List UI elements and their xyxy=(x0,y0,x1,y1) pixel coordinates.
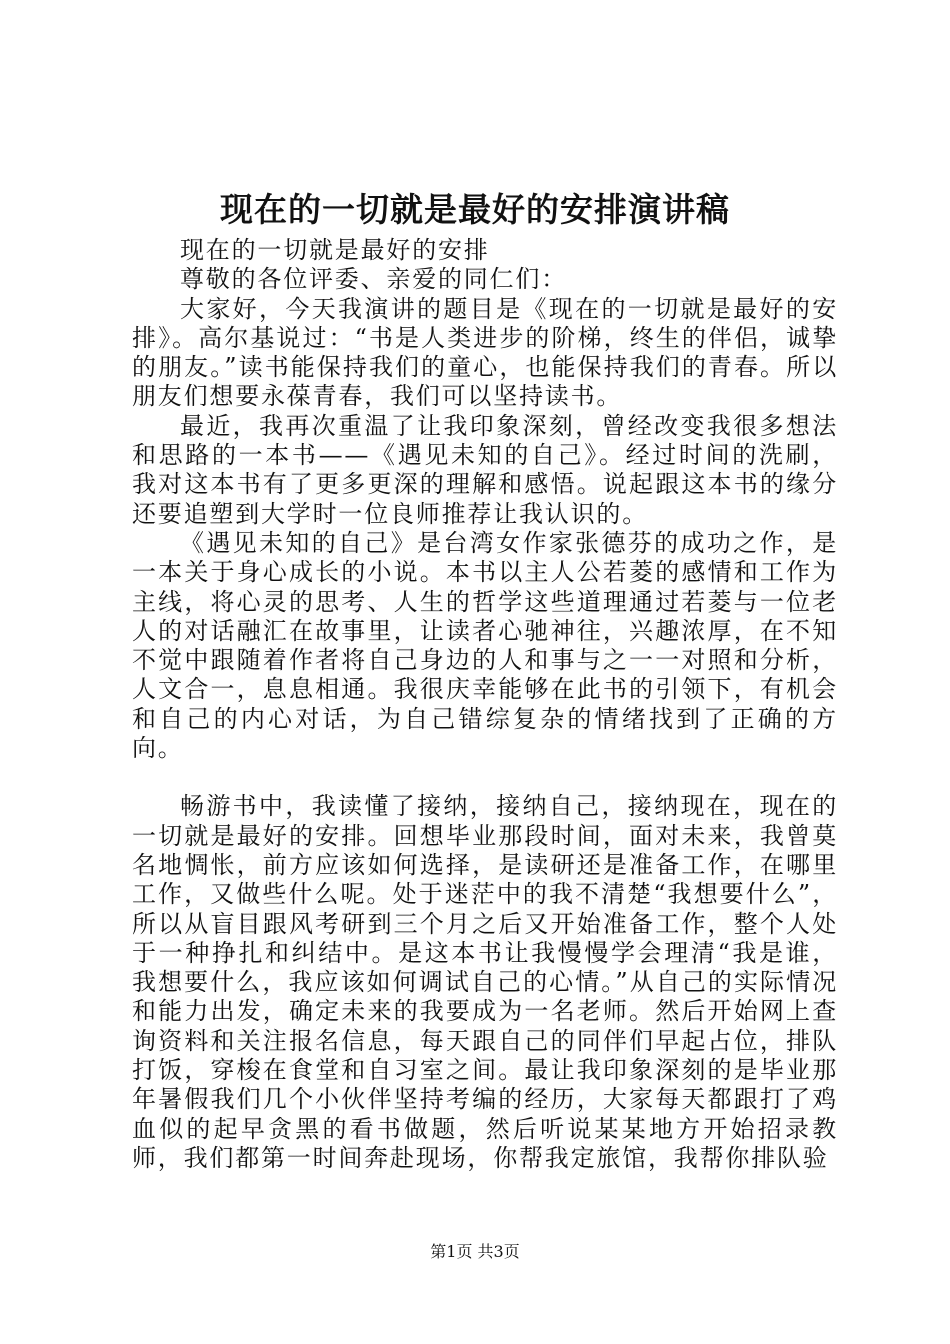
salutation-paragraph: 尊敬的各位评委、亲爱的同仁们： xyxy=(180,265,567,294)
page-footer: 第1页 共3页 xyxy=(430,1242,520,1261)
document-body xyxy=(132,236,838,1173)
body-paragraph: 最近，我再次重温了让我印象深刻，曾经改变我很多想法和思路的一本书——《遇见未知的自己》。经过时间的洗刷，我对这本书有了更多更深的理解和感悟。说起跟这本书的缘分还要追塑到大学时一位良师推荐让我认识的。 xyxy=(132,411,838,528)
body-paragraph: 畅游书中，我读懂了接纳，接纳自己，接纳现在，现在的一切就是最好的安排。回想毕业那段时间，面对未来，我曾莫名地惆怅，前方应该如何选择，是读研还是准备工作，在哪里工作，又做些什么呢。处于迷茫中的我不清楚“我想要什么”，所以从盲目跟风考研到三个月之后又开始准备工作，整个人处于一种挣扎和纠结中。是这本书让我慢慢学会理清“我是谁，我想要什么，我应该如何调试自己的心情。”从自己的实际情况和能力出发，确定未来的我要成为一名老师。然后开始网上查询资料和关注报名信息，每天跟自己的同伴们早起占位，排队打饭，穿梭在食堂和自习室之间。最让我印象深刻的是毕业那年暑假我们几个小伙伴坚持考编的经历，大家每天都跟打了鸡血似的起早贪黑的看书做题，然后听说某某地方开始招录教师，我们都第一时间奔赴现场，你帮我定旅馆，我帮你排队验 xyxy=(132,792,838,1172)
document-title: 现在的一切就是最好的安排演讲稿 xyxy=(220,190,730,229)
body-paragraph: 大家好，今天我演讲的题目是《现在的一切就是最好的安排》。高尔基说过：“书是人类进步的阶梯，终生的伴侣，诚挚的朋友。”读书能保持我们的童心，也能保持我们的青春。所以朋友们想要永葆青春，我们可以坚持读书。 xyxy=(132,294,838,411)
body-paragraph: 《遇见未知的自己》是台湾女作家张德芬的成功之作，是一本关于身心成长的小说。本书以主人公若菱的感情和工作为主线，将心灵的思考、人生的哲学这些道理通过若菱与一位老人的对话融汇在故事里，让读者心驰神往，兴趣浓厚，在不知不觉中跟随着作者将自己身边的人和事与之一一对照和分析，人文合一，息息相通。我很庆幸能够在此书的引领下，有机会和自己的内心对话，为自己错综复杂的情绪找到了正确的方向。 xyxy=(132,528,838,763)
subtitle-paragraph: 现在的一切就是最好的安排 xyxy=(180,236,490,264)
